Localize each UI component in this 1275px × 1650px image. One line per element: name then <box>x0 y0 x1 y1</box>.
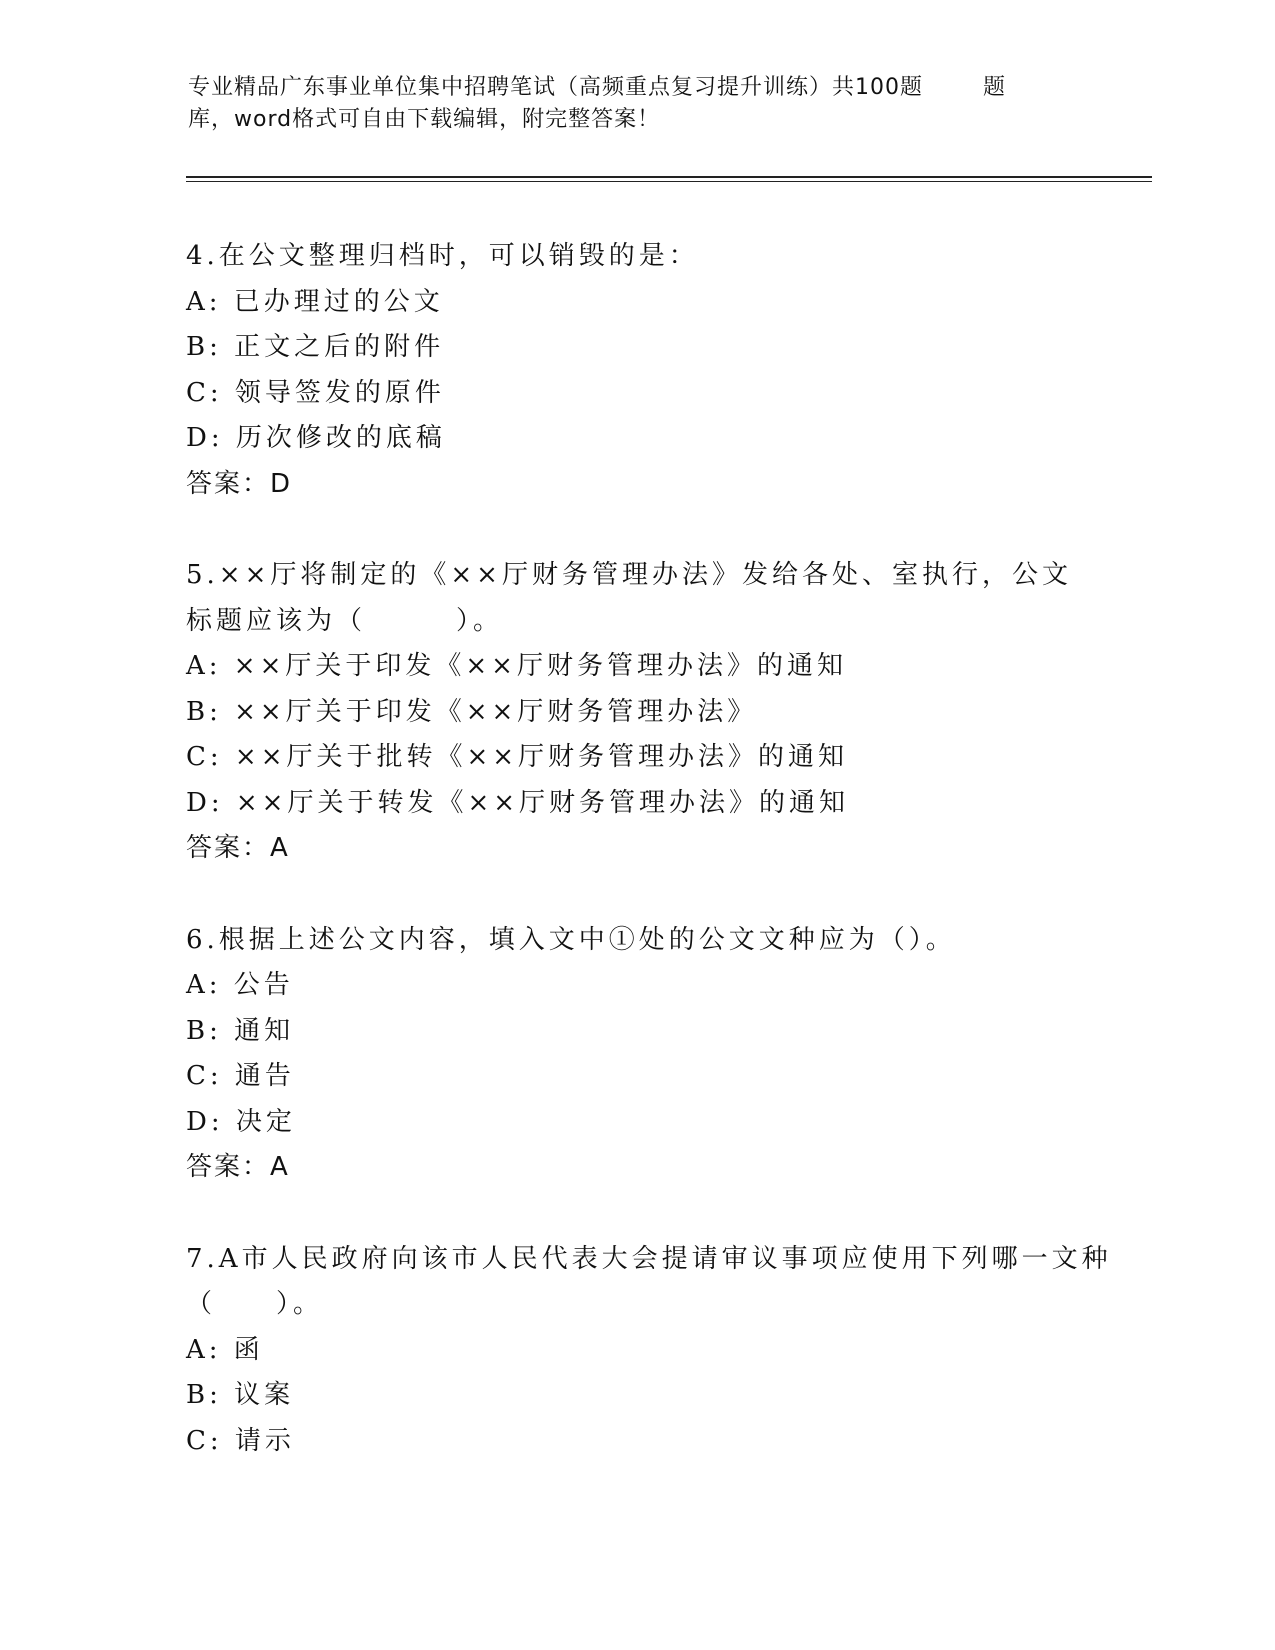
question-stem-cont: 标题应该为（ ）。 <box>186 605 504 636</box>
question-stem: 5.××厅将制定的《××厅财务管理办法》发给各处、室执行，公文 <box>186 560 1072 590</box>
option-c: C: 请示 <box>186 1425 295 1456</box>
option-a: A: 已办理过的公文 <box>186 286 444 317</box>
question-7 <box>186 1237 1112 1465</box>
option-d: D: ××厅关于转发《××厅财务管理办法》的通知 <box>186 787 850 818</box>
question-stem: 7.A市人民政府向该市人民代表大会提请审议事项应使用下列哪一文种 <box>186 1243 1112 1274</box>
question-stem-cont: （ ）。 <box>186 1289 324 1319</box>
option-a: A: 函 <box>186 1334 264 1365</box>
option-c: C: 通告 <box>186 1061 295 1091</box>
option-b: B: 通知 <box>186 1015 295 1046</box>
question-6 <box>186 918 1086 1191</box>
document-header <box>188 72 1078 136</box>
question-5 <box>186 553 1086 872</box>
option-a: A: ××厅关于印发《××厅财务管理办法》的通知 <box>186 651 847 681</box>
answer: 答案：D <box>186 468 293 499</box>
option-c: C: 领导签发的原件 <box>186 377 445 408</box>
header-text-1-tail: 题 <box>983 75 1007 100</box>
header-line-2: 库，word格式可自由下载编辑，附完整答案！ <box>188 107 661 132</box>
header-line-1 <box>188 72 1078 104</box>
option-b: B: ××厅关于印发《××厅财务管理办法》 <box>186 696 758 727</box>
answer: 答案：A <box>186 1152 290 1182</box>
answer: 答案：A <box>186 833 290 863</box>
option-d: D: 历次修改的底稿 <box>186 423 446 453</box>
question-list <box>186 234 1112 1510</box>
question-stem: 6.根据上述公文内容，填入文中①处的公文文种应为（）。 <box>186 924 956 955</box>
option-b: B: 议案 <box>186 1380 295 1410</box>
header-rule-thick <box>186 176 1152 178</box>
option-a: A: 公告 <box>186 970 294 1000</box>
question-4 <box>186 234 1086 507</box>
option-d: D: 决定 <box>186 1106 296 1137</box>
question-stem: 4.在公文整理归档时，可以销毁的是： <box>186 241 699 271</box>
header-text-1: 专业精品广东事业单位集中招聘笔试（高频重点复习提升训练）共100题 <box>188 75 923 100</box>
option-b: B: 正文之后的附件 <box>186 332 445 362</box>
option-c: C: ××厅关于批转《××厅财务管理办法》的通知 <box>186 742 849 772</box>
header-rule-thin <box>186 181 1152 182</box>
